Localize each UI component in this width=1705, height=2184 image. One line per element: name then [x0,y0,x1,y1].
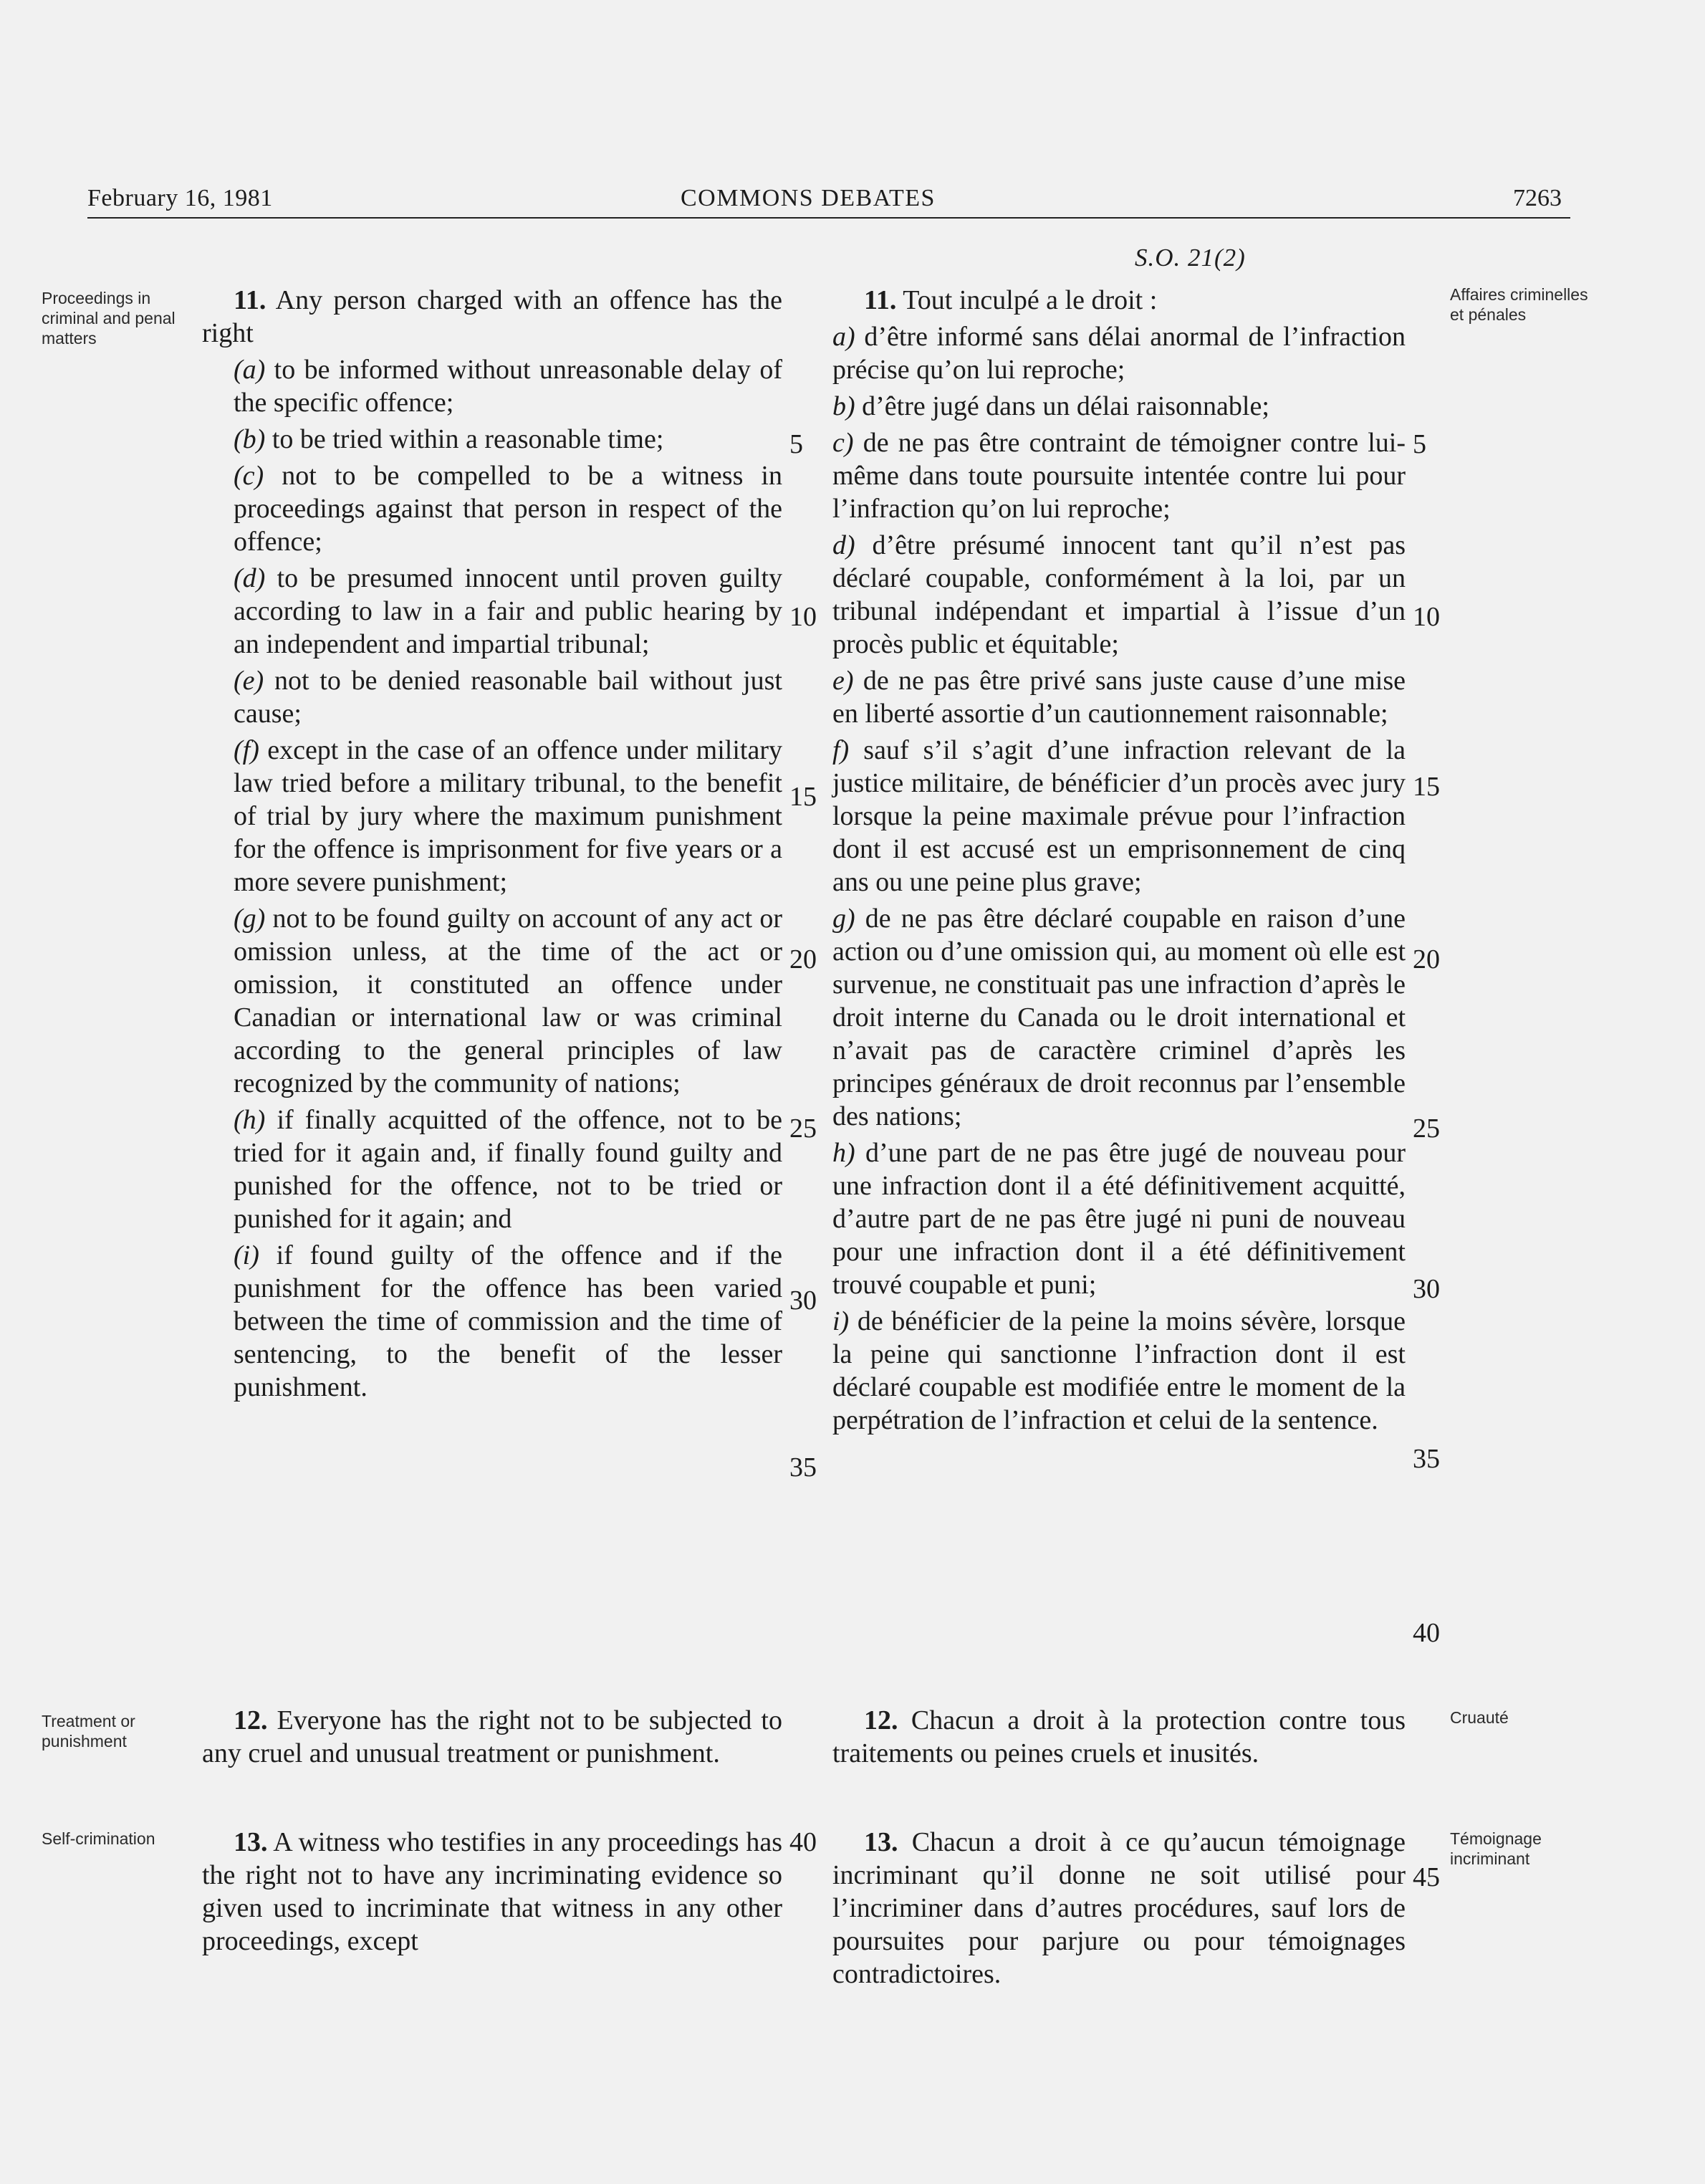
english-line-number: 35 [789,1452,817,1483]
english-section-13: 13. A witness who testifies in any proceedings has the right not to have any incriminating evidence so given used to incriminate that witness in any other proceedings, except [202,1827,782,1956]
english-s11-item-a: (a) to be informed without unreasonable delay of the specific offence; [234,355,782,418]
french-s11-item-i: i) de bénéficier de la peine la moins sévère, lorsque la peine qui sanctionne l’infraction dont il est déclaré coupable est modifiée entre le moment de la perpétration de l’infraction et celui de la sentence. [832,1306,1406,1435]
english-s11-item-d: (d) to be presumed innocent until proven guilty according to law in a fair and public hearing by an independent and impartial tribunal; [234,563,782,659]
english-section-12: 12. Everyone has the right not to be subjected to any cruel and unusual treatment or punishment. [202,1705,782,1768]
french-s11-intro: 11. Tout inculpé a le droit : [864,285,1158,315]
french-section-12: 12. Chacun a droit à la protection contre tous traitements ou peines cruels et inusités. [832,1705,1406,1768]
french-s11-item-g: g) de ne pas être déclaré coupable en raison d’une action ou d’une omission qui, au moment où elle est survenue, ne constituait pas une infraction d’après le droit interne du Canada ou le droit international et n’avait pas de caractère criminel d’après les principes généraux de droit reconnus par l’ensemble des nations; [832,904,1406,1131]
french-line-number: 45 [1413,1862,1440,1892]
english-s11-item-i: (i) if found guilty of the offence and if the punishment for the offence has been varied between the time of commission and the time of sentencing, to the benefit of the lesser punishment. [234,1240,782,1402]
margin-note-s11-fr: Affaires criminelles et pénales [1450,285,1588,324]
margin-note-s12-fr: Cruauté [1450,1708,1509,1727]
margin-note-s11-en: Proceedings in criminal and penal matters [42,289,176,348]
publication-title: COMMONS DEBATES [681,185,936,211]
french-line-number: 20 [1413,944,1440,974]
english-line-number: 20 [789,944,817,974]
english-line-number: 25 [789,1113,817,1144]
english-s11-item-h: (h) if finally acquitted of the offence, not to be tried for it again and, if finally found guilty and punished for the offence, not to be tried or punished for it again; and [234,1105,782,1234]
english-s11-item-c: (c) not to be compelled to be a witness in proceedings against that person in respect of the offence; [234,461,782,557]
french-s11-item-e: e) de ne pas être privé sans juste cause d’une mise en liberté assortie d’un cautionnement raisonnable; [832,666,1406,729]
margin-note-s12-en: Treatment or punishment [42,1712,135,1750]
french-s11-item-f: f) sauf s’il s’agit d’une infraction relevant de la justice militaire, de bénéficier d’un procès avec jury lorsque la peine maximale prévue pour l’infraction dont il est accusé est un emprisonnement de cinq ans ou une peine plus grave; [832,735,1406,897]
header-rule [87,217,1570,219]
page-number: 7263 [1513,185,1562,211]
english-line-number: 5 [789,429,803,459]
french-s11-item-h: h) d’une part de ne pas être jugé de nouveau pour une infraction dont il a été définitivement acquitté, d’autre part de ne pas être jugé ni puni de nouveau pour une infraction dont il a été définitivement trouvé coupable et puni; [832,1138,1406,1300]
french-line-number: 15 [1413,772,1440,802]
english-s11-item-b: (b) to be tried within a reasonable time; [234,424,664,454]
english-line-number: 40 [789,1827,817,1857]
french-s11-item-a: a) d’être informé sans délai anormal de l’infraction précise qu’on lui reproche; [832,322,1406,385]
english-section-11 [202,284,782,1404]
standing-order-reference: S.O. 21(2) [1135,244,1246,272]
french-line-number: 40 [1413,1618,1440,1648]
header-date: February 16, 1981 [87,185,273,211]
french-section-13: 13. Chacun a droit à ce qu’aucun témoignage incriminant qu’il donne ne soit utilisé pour l’incriminer dans d’autres procédures, sauf lors de poursuites pour parjure ou pour témoignages contradictoires. [832,1827,1406,1989]
english-s11-item-e: (e) not to be denied reasonable bail without just cause; [234,666,782,729]
english-s11-item-f: (f) except in the case of an offence under military law tried before a military tribunal, to the benefit of trial by jury where the maximum punishment for the offence is imprisonment for five years or a more severe punishment; [234,735,782,897]
english-s11-item-g: (g) not to be found guilty on account of any act or omission unless, at the time of the act or omission, it constituted an offence under Canadian or international law or was criminal according to the general principles of law recognized by the community of nations; [234,904,782,1098]
french-line-number: 5 [1413,429,1426,459]
english-line-number: 30 [789,1285,817,1316]
french-s11-item-c: c) de ne pas être contraint de témoigner contre lui-même dans toute poursuite intentée contre lui pour l’infraction qu’on lui reproche; [832,428,1406,524]
margin-note-s13-en: Self-crimination [42,1829,155,1848]
french-line-number: 30 [1413,1274,1440,1304]
french-s11-item-b: b) d’être jugé dans un délai raisonnable; [832,391,1269,421]
english-line-number: 15 [789,782,817,812]
margin-note-s13-fr: Témoignage incriminant [1450,1829,1542,1868]
english-s11-intro: 11. Any person charged with an offence has the right [202,285,782,348]
french-section-11 [832,284,1406,1437]
french-line-number: 10 [1413,602,1440,632]
english-line-number: 10 [789,602,817,632]
french-line-number: 25 [1413,1113,1440,1144]
french-s11-item-d: d) d’être présumé innocent tant qu’il n’est pas déclaré coupable, conformément à la loi, par un tribunal indépendant et impartial à l’issue d’un procès public et équitable; [832,530,1406,659]
french-line-number: 35 [1413,1444,1440,1474]
